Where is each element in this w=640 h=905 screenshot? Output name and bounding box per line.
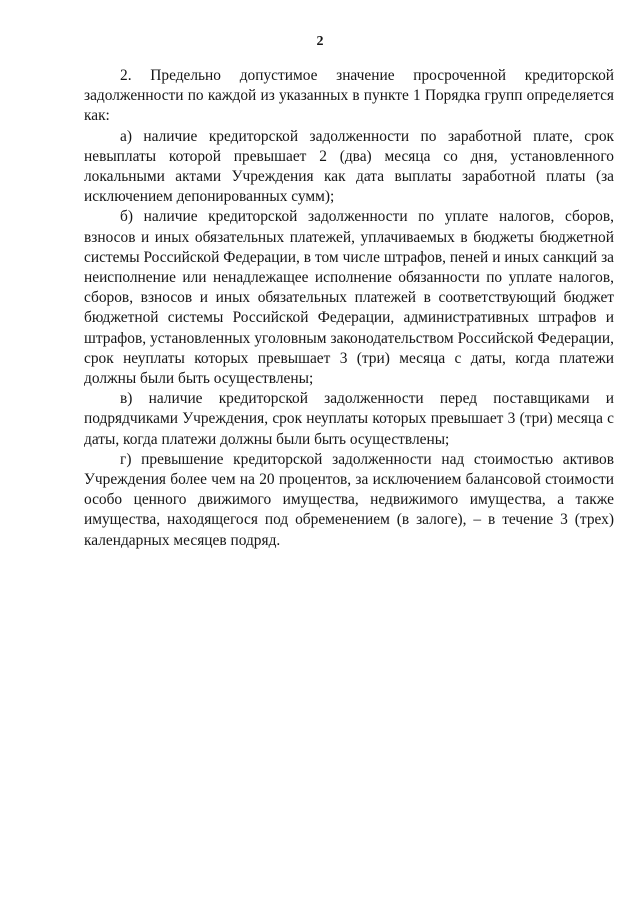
- paragraph-subpoint-a: а) наличие кредиторской задолженности по заработной плате, срок невыплаты которой превышает 2 (два) месяца со дня, установленного локальными актами Учреждения как дата выплаты заработной платы (за исключением депонированных сумм);: [84, 127, 614, 206]
- paragraph-subpoint-v: в) наличие кредиторской задолженности перед поставщиками и подрядчиками Учреждения, срок неуплаты которых превышает 3 (три) месяца с даты, когда платежи должны были быть осуществлены;: [84, 390, 614, 448]
- page-number: 2: [316, 34, 324, 49]
- paragraph-subpoint-g: г) превышение кредиторской задолженности над стоимостью активов Учреждения более чем на 20 процентов, за исключением балансовой стоимости особо ценного движимого имущества, недвижимого имущества, а также имущества, находящегося под обременением (в залоге), – в течение 3 (трех) календарных месяцев подряд.: [84, 450, 614, 549]
- document-body: [84, 66, 614, 551]
- paragraph-subpoint-b: б) наличие кредиторской задолженности по уплате налогов, сборов, взносов и иных обязательных платежей, уплачиваемых в бюджеты бюджетной системы Российской Федерации, в том числе штрафов, пеней и иных санкций за неисполнение или ненадлежащее исполнение обязанности по уплате налогов, сборов, взносов и иных обязательных платежей в соответствующий бюджет бюджетной системы Российской Федерации, административных штрафов и штрафов, установленных уголовным законодательством Российской Федерации, срок неуплаты которых превышает 3 (три) месяца с даты, когда платежи должны были быть осуществлены;: [84, 208, 614, 388]
- paragraph-point-2: 2. Предельно допустимое значение просроченной кредиторской задолженности по каждой из указанных в пункте 1 Порядка групп определяется как:: [84, 67, 614, 125]
